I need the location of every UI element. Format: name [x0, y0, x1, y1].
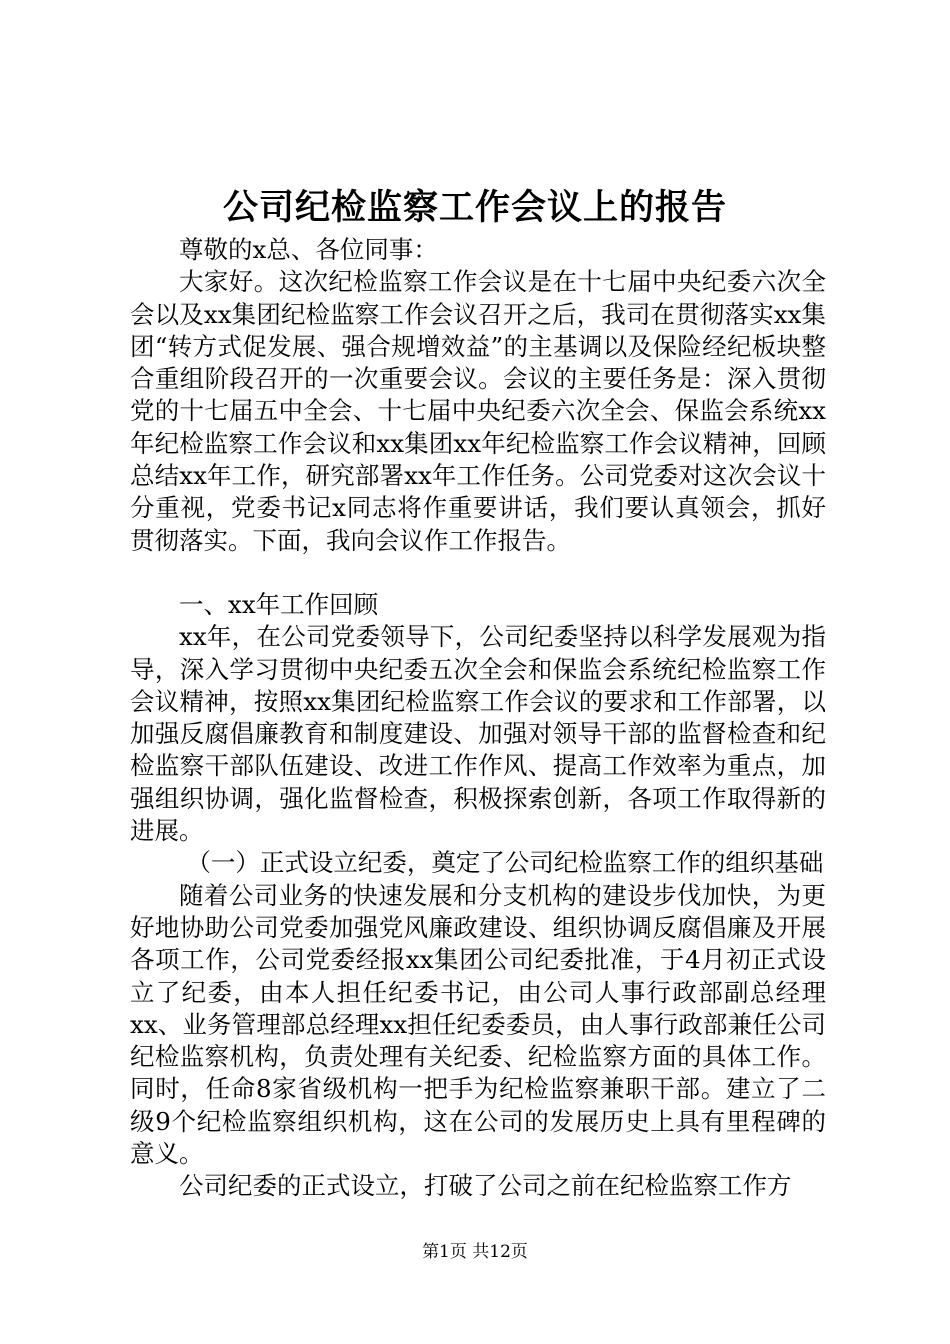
paragraph-committee: 随着公司业务的快速发展和分支机构的建设步伐加快，为更好地协助公司党委加强党风廉政建设、组织协调反腐倡廉及开展各项工作，公司党委经报xx集团公司纪委批准，于4月初正式设立了纪委，由本人担任纪委书记，由公司人事行政部副总经理xx、业务管理部总经理xx担任纪委委员，由人事行政部兼任公司纪检监察机构，负责处理有关纪委、纪检监察方面的具体工作。同时，任命8家省级机构一把手为纪检监察兼职干部。建立了二级9个纪检监察组织机构，这在公司的发展历史上具有里程碑的意义。: [130, 880, 826, 1169]
document-title: 公司纪检监察工作会议上的报告: [222, 187, 727, 228]
salutation: 尊敬的x总、各位同事：: [179, 235, 438, 264]
subsection-heading: （一）正式设立纪委，奠定了公司纪检监察工作的组织基础: [186, 848, 824, 878]
paragraph-review: xx年，在公司党委领导下，公司纪委坚持以科学发展观为指导，深入学习贯彻中央纪委五次全会和保监会系统纪检监察工作会议精神，按照xx集团纪检监察工作会议的要求和工作部署，以加强反腐倡廉教育和制度建设、加强对领导干部的监督检查和纪检监察干部队伍建设、改进工作作风、提高工作效率为重点，加强组织协调，强化监督检查，积极探索创新，各项工作取得新的进展。: [130, 622, 826, 846]
section-heading: 一、xx年工作回顾: [179, 589, 379, 619]
document-body: [130, 234, 826, 1203]
page-number: 第1页 共12页: [422, 1242, 528, 1262]
paragraph-opening: 大家好。这次纪检监察工作会议是在十七届中央纪委六次全会以及xx集团纪检监察工作会议召开之后，我司在贯彻落实xx集团“转方式促发展、强合规增效益”的主基调以及保险经纪板块整合重组阶段召开的一次重要会议。会议的主要任务是：深入贯彻党的十七届五中全会、十七届中央纪委六次全会、保监会系统xx年纪检监察工作会议和xx集团xx年纪检监察工作会议精神，回顾总结xx年工作，研究部署xx年工作任务。公司党委对这次会议十分重视，党委书记x同志将作重要讲话，我们要认真领会，抓好贯彻落实。下面，我向会议作工作报告。: [130, 267, 826, 555]
paragraph-continued: 公司纪委的正式设立，打破了公司之前在纪检监察工作方: [179, 1171, 792, 1201]
